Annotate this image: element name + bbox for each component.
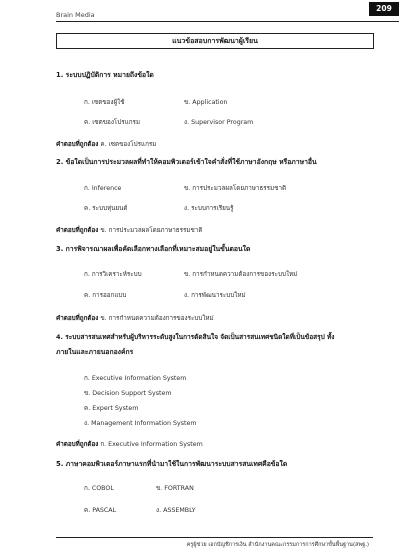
q1-answer [56,139,156,149]
q1-option-d: ง. Supervisor Program [184,119,254,126]
q3-option-b: ข. การกำหนดความต้องการของระบบใหม่ [184,271,298,278]
header-divider [56,21,399,22]
question-3: 3. การพิจารณาผลเพื่อคัดเลือกทางเลือกที่เหมาะสมอยู่ในขั้นตอนใด [56,245,251,253]
q1-option-b: ข. Application [184,99,228,106]
answer-text: ก. Executive Information System [100,441,203,448]
answer-text: ข. การกำหนดความต้องการของระบบใหม่ [100,315,214,322]
q4-option-c: ค. Expert System [84,405,139,412]
page-number: 209 [369,2,399,16]
answer-label: คำตอบที่ถูกต้อง [56,441,99,448]
question-2: 2. ข้อใดเป็นการประมวลผลที่ทำให้คอมพิวเตอร์เข้าใจคำสั่งที่ใช้ภาษาอังกฤษ หรือภาษาอื่น [56,158,317,166]
answer-label: คำตอบที่ถูกต้อง [56,141,99,148]
question-4-line-1: 4. ระบบสารสนเทศสำหรับผู้บริหารระดับสูงในการตัดสินใจ จัดเป็นสารสนเทศชนิดใดที่เป็นข้อสรุป ทั้ง [56,333,335,341]
answer-text: ค. เซตของโปรแกรม [100,141,157,148]
q3-option-a: ก. การวิเคราะห์ระบบ [84,271,142,278]
footer-divider [56,537,373,538]
page-footer: ครูผู้ช่วย เอกบัญชีการเงิน สำนักงานคณะกรรมการการศึกษาขั้นพื้นฐาน(สพฐ.) [186,542,369,548]
q1-option-c: ค. เซตของโปรแกรม [84,119,141,126]
q5-option-d: ง. ASSEMBLY [156,507,196,514]
q2-option-a: ก. Inference [84,185,122,192]
q5-option-a: ก. COBOL [84,485,114,492]
q2-answer [56,225,202,235]
q5-option-c: ค. PASCAL [84,507,117,514]
q4-answer [56,439,203,449]
q2-option-c: ค. ระบบหุ่นยนต์ [84,205,128,212]
answer-text: ข. การประมวลผลโดยภาษาธรรมชาติ [100,227,203,234]
q2-option-d: ง. ระบบการเรียนรู้ [184,205,234,212]
question-4-line-2: ภายในและภายนอกองค์กร [56,348,134,356]
q4-option-d: ง. Management Information System [84,420,197,427]
q4-option-b: ข. Decision Support System [84,390,172,397]
q1-option-a: ก. เซตของผู้ใช้ [84,99,125,106]
question-5: 5. ภาษาคอมพิวเตอร์ภาษาแรกที่นำมาใช้ในการพัฒนาระบบสารสนเทศคือข้อใด [56,460,288,468]
q2-option-b: ข. การประมวลผลโดยภาษาธรรมชาติ [184,185,287,192]
q3-option-d: ง. การพัฒนาระบบใหม่ [184,292,246,299]
q5-option-b: ข. FORTRAN [156,485,194,492]
q3-option-c: ค. การออกแบบ [84,292,127,299]
header-brand: Brain Media [56,11,95,19]
answer-label: คำตอบที่ถูกต้อง [56,315,99,322]
q3-answer [56,313,214,323]
q4-option-a: ก. Executive Information System [84,375,187,382]
page-title: แนวข้อสอบการพัฒนาผู้เรียน [56,33,374,49]
answer-label: คำตอบที่ถูกต้อง [56,227,99,234]
question-1: 1. ระบบปฏิบัติการ หมายถึงข้อใด [56,71,154,79]
